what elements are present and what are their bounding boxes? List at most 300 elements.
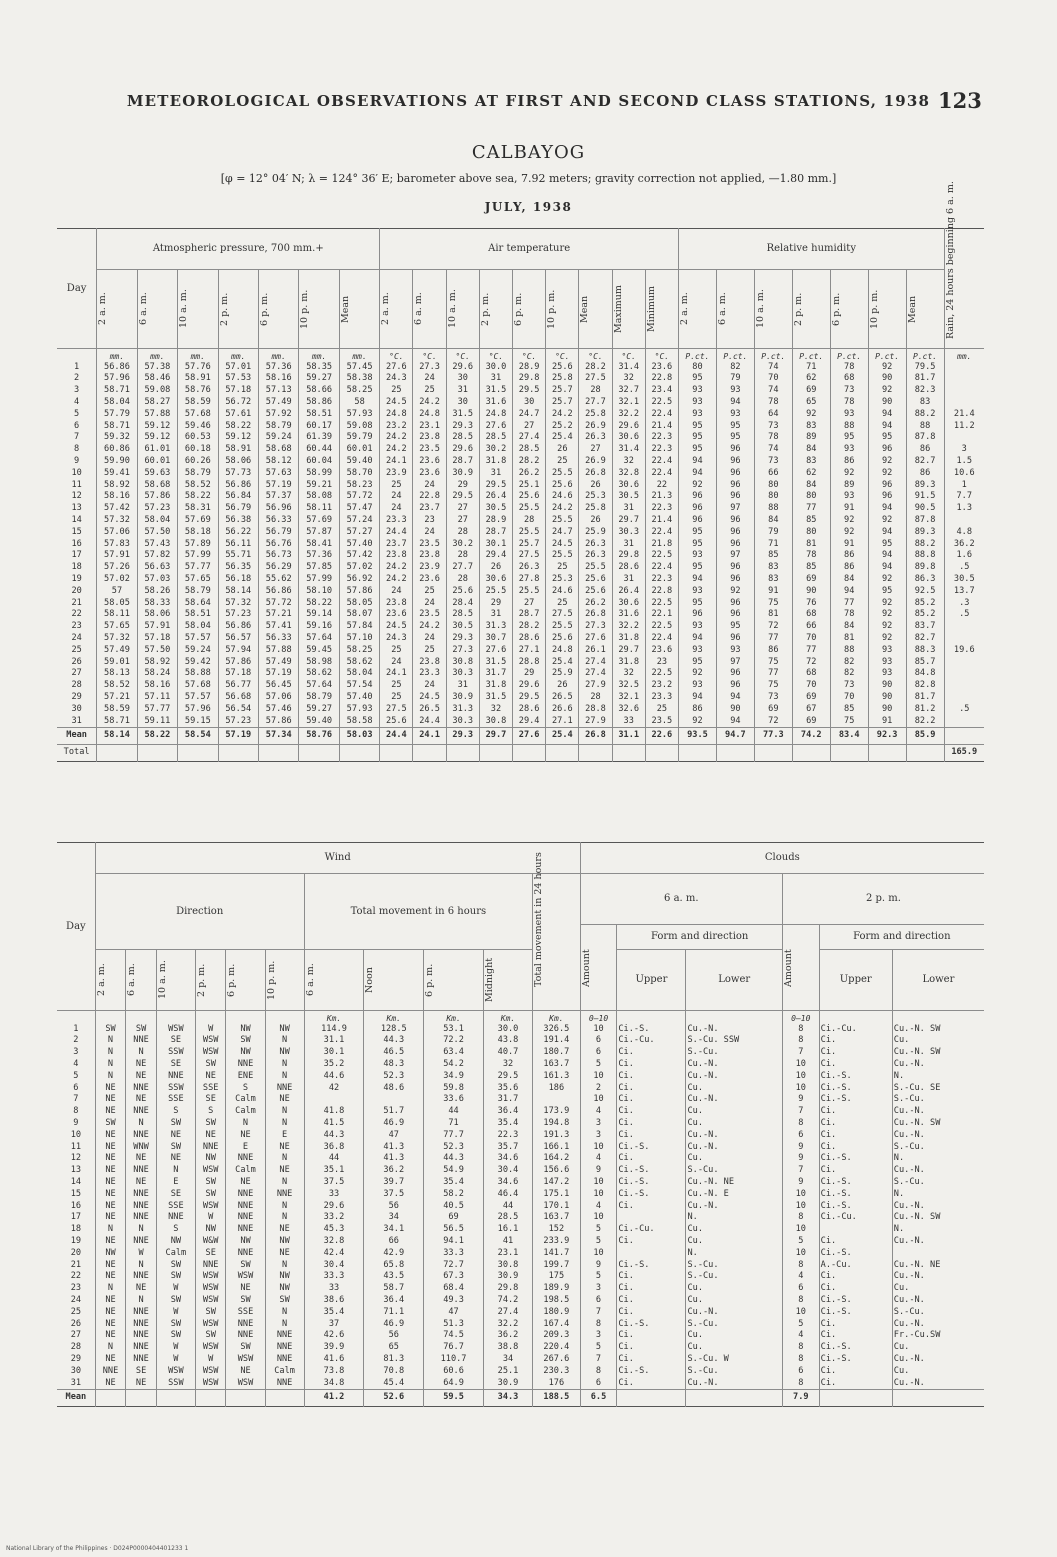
unit-cell: °C. bbox=[479, 349, 512, 362]
value-cell: SW bbox=[156, 1318, 195, 1330]
value-cell: WSW bbox=[195, 1342, 226, 1354]
value-cell: 56.68 bbox=[218, 691, 258, 703]
table-row bbox=[57, 1283, 984, 1295]
value-cell: 92 bbox=[868, 385, 906, 397]
value-cell: 59.8 bbox=[424, 1082, 484, 1094]
wind-clouds-table bbox=[57, 842, 984, 1407]
value-cell: 95 bbox=[868, 432, 906, 444]
value-cell: 41.5 bbox=[304, 1117, 364, 1129]
value-cell: SSE bbox=[156, 1200, 195, 1212]
value-cell: Ci. bbox=[819, 1330, 892, 1342]
pressure-col-header bbox=[178, 270, 218, 349]
value-cell: 2 bbox=[580, 1082, 617, 1094]
value-cell: 30.0 bbox=[479, 361, 512, 373]
value-cell: 23.6 bbox=[645, 644, 678, 656]
value-cell: NW bbox=[265, 1271, 304, 1283]
value-cell: 93 bbox=[678, 550, 716, 562]
temp-col-header bbox=[579, 270, 612, 349]
value-cell: 34.9 bbox=[424, 1070, 484, 1082]
value-cell: 28 bbox=[446, 550, 479, 562]
value-cell: 40.5 bbox=[424, 1200, 484, 1212]
value-cell: 78 bbox=[830, 361, 868, 373]
value-cell: 44 bbox=[483, 1200, 532, 1212]
table-row bbox=[57, 1129, 984, 1141]
value-cell: 24 bbox=[413, 597, 446, 609]
value-cell: 191.4 bbox=[533, 1035, 581, 1047]
value-cell: 57.77 bbox=[137, 703, 177, 715]
value-cell: 25 bbox=[645, 703, 678, 715]
value-cell: 25.5 bbox=[546, 514, 579, 526]
value-cell: S.-Cu. bbox=[686, 1318, 782, 1330]
table-row bbox=[57, 1259, 984, 1271]
value-cell: NE bbox=[226, 1176, 265, 1188]
value-cell: 57.84 bbox=[339, 621, 379, 633]
value-cell: Ci.-S. bbox=[819, 1082, 892, 1094]
table-row bbox=[57, 1070, 984, 1082]
value-cell: 22.5 bbox=[645, 597, 678, 609]
value-cell: 94 bbox=[868, 408, 906, 420]
value-cell: 23.6 bbox=[380, 609, 413, 621]
value-cell: 77 bbox=[792, 644, 830, 656]
value-cell: 57.72 bbox=[339, 491, 379, 503]
value-cell bbox=[944, 514, 984, 526]
value-cell: 94 bbox=[868, 562, 906, 574]
value-cell: 57.49 bbox=[258, 396, 298, 408]
value-cell: SSE bbox=[226, 1306, 265, 1318]
day-cell: 16 bbox=[71, 538, 82, 549]
value-cell: WSW bbox=[195, 1377, 226, 1389]
value-cell: 41.3 bbox=[364, 1153, 424, 1165]
value-cell: 23.3 bbox=[413, 668, 446, 680]
table-row bbox=[57, 361, 984, 373]
value-cell: SE bbox=[156, 1188, 195, 1200]
value-cell: 43.5 bbox=[364, 1271, 424, 1283]
value-cell: 77 bbox=[792, 503, 830, 515]
table-row bbox=[57, 550, 984, 562]
value-cell: 83.7 bbox=[906, 621, 944, 633]
value-cell: 69 bbox=[792, 715, 830, 727]
value-cell: Ci. bbox=[819, 1106, 892, 1118]
value-cell: 57.26 bbox=[97, 562, 137, 574]
day-cell: 31 bbox=[71, 715, 82, 726]
value-cell: 95 bbox=[716, 432, 754, 444]
value-cell: 27.7 bbox=[579, 396, 612, 408]
pressure-col-header bbox=[218, 270, 258, 349]
value-cell: 59.40 bbox=[299, 715, 339, 727]
value-cell: 78 bbox=[792, 550, 830, 562]
mean-cell: 92.3 bbox=[868, 727, 906, 744]
value-cell: 25 bbox=[380, 385, 413, 397]
day-cell: 14 bbox=[71, 514, 82, 525]
temp-col-header bbox=[413, 270, 446, 349]
value-cell: 93 bbox=[678, 621, 716, 633]
value-cell: 95 bbox=[678, 562, 716, 574]
value-cell: 92 bbox=[678, 479, 716, 491]
table-row bbox=[57, 526, 984, 538]
value-cell: 25.5 bbox=[546, 467, 579, 479]
value-cell: 10 bbox=[782, 1082, 819, 1094]
value-cell: 84 bbox=[754, 514, 792, 526]
value-cell: 70 bbox=[754, 373, 792, 385]
value-cell: .5 bbox=[944, 609, 984, 621]
humidity-col-header bbox=[792, 270, 830, 349]
value-cell: 24 bbox=[380, 503, 413, 515]
value-cell: 59.42 bbox=[178, 656, 218, 668]
mean-cell: 58.22 bbox=[137, 727, 177, 744]
value-cell: 57.46 bbox=[258, 703, 298, 715]
value-cell: 24 bbox=[413, 479, 446, 491]
value-cell: 57.64 bbox=[299, 680, 339, 692]
value-cell: 194.8 bbox=[533, 1117, 581, 1129]
day-cell: 30 bbox=[71, 703, 82, 714]
unit-cell: P.ct. bbox=[716, 349, 754, 362]
value-cell: 30.3 bbox=[446, 668, 479, 680]
value-cell: 57.13 bbox=[258, 385, 298, 397]
value-cell: N bbox=[265, 1259, 304, 1271]
value-cell: 24 bbox=[380, 585, 413, 597]
value-cell: Ci. bbox=[617, 1070, 686, 1082]
value-cell: 7 bbox=[782, 1047, 819, 1059]
unit-cell: P.ct. bbox=[754, 349, 792, 362]
value-cell: 24.2 bbox=[380, 573, 413, 585]
value-cell: 65.8 bbox=[364, 1259, 424, 1271]
value-cell: NE bbox=[95, 1318, 126, 1330]
value-cell: 80 bbox=[792, 526, 830, 538]
value-cell: Cu.-N. SW bbox=[892, 1023, 984, 1035]
value-cell: Cu. bbox=[686, 1330, 782, 1342]
value-cell: 93 bbox=[678, 680, 716, 692]
day-cell: 12 bbox=[70, 1153, 82, 1164]
value-cell: 28.2 bbox=[579, 361, 612, 373]
table-row bbox=[57, 668, 984, 680]
value-cell: 30.5 bbox=[446, 621, 479, 633]
value-cell: 69 bbox=[792, 573, 830, 585]
value-cell: Ci. bbox=[617, 1117, 686, 1129]
total-cell bbox=[716, 744, 754, 761]
value-cell: 33 bbox=[612, 715, 645, 727]
unit-cell: mm. bbox=[944, 349, 984, 362]
value-cell: 60.17 bbox=[299, 420, 339, 432]
value-cell: Ci. bbox=[819, 1117, 892, 1129]
value-cell: 31.1 bbox=[304, 1035, 364, 1047]
value-cell: Ci. bbox=[617, 1047, 686, 1059]
value-cell: 4 bbox=[580, 1200, 617, 1212]
value-cell: 27.4 bbox=[579, 668, 612, 680]
value-cell: 23 bbox=[413, 514, 446, 526]
value-cell: Ci.-S. bbox=[819, 1070, 892, 1082]
value-cell: 25.5 bbox=[513, 503, 546, 515]
value-cell: Ci.-S. bbox=[819, 1188, 892, 1200]
temp-col-header bbox=[645, 270, 678, 349]
table-row bbox=[57, 432, 984, 444]
value-cell: 96 bbox=[716, 573, 754, 585]
value-cell: 27 bbox=[446, 514, 479, 526]
day-cell: 4 bbox=[73, 1058, 79, 1069]
value-cell: 24 bbox=[380, 491, 413, 503]
value-cell: W bbox=[195, 1353, 226, 1365]
value-cell: N bbox=[126, 1047, 157, 1059]
value-cell: 32 bbox=[612, 373, 645, 385]
mean-cell: 57.19 bbox=[218, 727, 258, 744]
value-cell: 21.3 bbox=[645, 491, 678, 503]
value-cell: 30.8 bbox=[479, 715, 512, 727]
value-cell: 57.61 bbox=[218, 408, 258, 420]
value-cell: 69 bbox=[792, 385, 830, 397]
value-cell: 26.8 bbox=[579, 609, 612, 621]
total-cell bbox=[792, 744, 830, 761]
form-2pm-header: Form and direction bbox=[819, 925, 984, 950]
value-cell: 96 bbox=[716, 668, 754, 680]
mean-cell bbox=[944, 727, 984, 744]
value-cell: 57.24 bbox=[339, 514, 379, 526]
value-cell: 57.41 bbox=[258, 621, 298, 633]
value-cell: NNE bbox=[156, 1212, 195, 1224]
value-cell: 95 bbox=[678, 538, 716, 550]
value-cell: 22.3 bbox=[483, 1129, 532, 1141]
table-row bbox=[57, 715, 984, 727]
value-cell: 85.2 bbox=[906, 597, 944, 609]
total-cell bbox=[479, 744, 512, 761]
value-cell: W bbox=[156, 1306, 195, 1318]
total-cell bbox=[513, 744, 546, 761]
pressure-col-label: 10 a. m. bbox=[178, 289, 190, 329]
value-cell: Cu.-N. bbox=[686, 1377, 782, 1389]
pressure-col-header bbox=[258, 270, 298, 349]
value-cell: SW bbox=[195, 1330, 226, 1342]
humidity-header: Relative humidity bbox=[678, 229, 944, 270]
unit-cell: mm. bbox=[299, 349, 339, 362]
table-row bbox=[57, 1106, 984, 1118]
temp-col-label: 10 a. m. bbox=[446, 289, 458, 329]
value-cell: 89.3 bbox=[906, 526, 944, 538]
value-cell: 41.3 bbox=[364, 1141, 424, 1153]
value-cell: NE bbox=[95, 1212, 126, 1224]
value-cell: 30 bbox=[513, 396, 546, 408]
value-cell: 10 bbox=[782, 1224, 819, 1236]
value-cell: 94 bbox=[716, 715, 754, 727]
mean-cell bbox=[686, 1389, 782, 1406]
value-cell: 8 bbox=[782, 1353, 819, 1365]
value-cell: 57.19 bbox=[258, 668, 298, 680]
value-cell: 31.3 bbox=[446, 703, 479, 715]
table-row bbox=[57, 1094, 984, 1106]
day-cell: 2 bbox=[74, 373, 80, 384]
value-cell: 57.93 bbox=[339, 703, 379, 715]
pressure-col-label: 2 p. m. bbox=[218, 292, 230, 326]
value-cell: 25 bbox=[546, 597, 579, 609]
value-cell: 35.2 bbox=[304, 1058, 364, 1070]
value-cell: NNE bbox=[126, 1188, 157, 1200]
form-6am-header: Form and direction bbox=[617, 925, 783, 950]
value-cell: 75 bbox=[754, 597, 792, 609]
value-cell: 86 bbox=[830, 550, 868, 562]
mean-label: Mean bbox=[57, 727, 97, 744]
value-cell: 57.89 bbox=[178, 538, 218, 550]
unit-cell: P.ct. bbox=[906, 349, 944, 362]
value-cell: 89 bbox=[830, 479, 868, 491]
day-cell: 17 bbox=[70, 1212, 82, 1223]
value-cell: 83 bbox=[906, 396, 944, 408]
value-cell: 24.5 bbox=[380, 396, 413, 408]
day-cell: 25 bbox=[70, 1306, 82, 1317]
value-cell: 3 bbox=[580, 1283, 617, 1295]
value-cell: NE bbox=[95, 1377, 126, 1389]
day-cell: 3 bbox=[73, 1047, 79, 1058]
value-cell: 220.4 bbox=[533, 1342, 581, 1354]
table-row bbox=[57, 385, 984, 397]
table-row bbox=[57, 1330, 984, 1342]
value-cell: 26.5 bbox=[413, 703, 446, 715]
value-cell: 87.8 bbox=[906, 432, 944, 444]
humidity-col-header bbox=[678, 270, 716, 349]
value-cell: 27.5 bbox=[380, 703, 413, 715]
value-cell: 67.3 bbox=[424, 1271, 484, 1283]
value-cell: 58.07 bbox=[339, 609, 379, 621]
value-cell: 82.7 bbox=[906, 455, 944, 467]
value-cell: 24.5 bbox=[546, 538, 579, 550]
value-cell: 28 bbox=[579, 691, 612, 703]
value-cell: 32.6 bbox=[612, 703, 645, 715]
total-cell bbox=[446, 744, 479, 761]
value-cell: 62 bbox=[792, 467, 830, 479]
value-cell: 88 bbox=[830, 644, 868, 656]
value-cell: Calm bbox=[226, 1094, 265, 1106]
value-cell: NE bbox=[265, 1224, 304, 1236]
value-cell: 58.04 bbox=[137, 514, 177, 526]
value-cell: 30.9 bbox=[446, 467, 479, 479]
day-cell: 17 bbox=[71, 550, 82, 561]
value-cell: 70 bbox=[792, 632, 830, 644]
value-cell: 23.9 bbox=[413, 562, 446, 574]
value-cell: 26.3 bbox=[579, 550, 612, 562]
value-cell: 56.63 bbox=[137, 562, 177, 574]
value-cell: 93 bbox=[830, 444, 868, 456]
value-cell bbox=[944, 396, 984, 408]
day-cell: 19 bbox=[70, 1235, 82, 1246]
value-cell: SW bbox=[195, 1306, 226, 1318]
value-cell: 24.8 bbox=[479, 408, 512, 420]
value-cell: 141.7 bbox=[533, 1247, 581, 1259]
value-cell: 91.5 bbox=[906, 491, 944, 503]
value-cell: 95 bbox=[830, 432, 868, 444]
value-cell: 58.52 bbox=[178, 479, 218, 491]
value-cell: Cu.-N. bbox=[892, 1106, 984, 1118]
day-cell: 5 bbox=[73, 1070, 79, 1081]
value-cell bbox=[617, 1247, 686, 1259]
value-cell: NE bbox=[226, 1129, 265, 1141]
day-cell: 14 bbox=[70, 1176, 82, 1187]
value-cell: Ci. bbox=[617, 1377, 686, 1389]
value-cell: 69 bbox=[424, 1212, 484, 1224]
day-cell: 2 bbox=[73, 1035, 79, 1046]
value-cell: 76 bbox=[792, 597, 830, 609]
value-cell: Cu.-N. bbox=[892, 1377, 984, 1389]
value-cell: S.-Cu. W bbox=[686, 1353, 782, 1365]
value-cell: 31.8 bbox=[479, 455, 512, 467]
value-cell: 31.7 bbox=[483, 1094, 532, 1106]
value-cell: 31.5 bbox=[479, 656, 512, 668]
clouds-header: Clouds bbox=[580, 843, 984, 874]
value-cell: 26.2 bbox=[579, 597, 612, 609]
value-cell: 56.57 bbox=[218, 632, 258, 644]
value-cell: NE bbox=[265, 1165, 304, 1177]
value-cell: 96 bbox=[678, 491, 716, 503]
value-cell: 58.04 bbox=[178, 621, 218, 633]
value-cell: 31.8 bbox=[479, 680, 512, 692]
day-cell: 1 bbox=[74, 361, 80, 372]
value-cell: NNE bbox=[226, 1330, 265, 1342]
value-cell: 58.92 bbox=[137, 656, 177, 668]
value-cell: NNE bbox=[126, 1165, 157, 1177]
value-cell: SW bbox=[95, 1023, 126, 1035]
value-cell: 27.9 bbox=[579, 680, 612, 692]
value-cell: 57.53 bbox=[218, 373, 258, 385]
table-row bbox=[57, 1271, 984, 1283]
value-cell: Cu. bbox=[686, 1117, 782, 1129]
value-cell: 68 bbox=[792, 609, 830, 621]
value-cell: 57.86 bbox=[218, 656, 258, 668]
value-cell: Cu. bbox=[892, 1342, 984, 1354]
value-cell bbox=[944, 432, 984, 444]
value-cell: 180.7 bbox=[533, 1047, 581, 1059]
unit-cell: 0–10 bbox=[580, 1011, 617, 1024]
value-cell: Cu. bbox=[686, 1153, 782, 1165]
value-cell: 35.4 bbox=[424, 1176, 484, 1188]
value-cell: NE bbox=[95, 1259, 126, 1271]
mean-cell: 41.2 bbox=[304, 1389, 364, 1406]
unit-cell: P.ct. bbox=[678, 349, 716, 362]
value-cell: Ci. bbox=[819, 1365, 892, 1377]
value-cell: 96 bbox=[868, 444, 906, 456]
value-cell: 24.3 bbox=[380, 373, 413, 385]
value-cell: 73 bbox=[754, 455, 792, 467]
value-cell: 83 bbox=[754, 562, 792, 574]
value-cell: 189.9 bbox=[533, 1283, 581, 1295]
value-cell: 57.63 bbox=[258, 467, 298, 479]
value-cell: 23.6 bbox=[413, 573, 446, 585]
value-cell: 90 bbox=[868, 680, 906, 692]
value-cell: NE bbox=[95, 1094, 126, 1106]
value-cell: 85.2 bbox=[906, 609, 944, 621]
value-cell: Cu.-N. bbox=[892, 1200, 984, 1212]
value-cell: NE bbox=[126, 1283, 157, 1295]
value-cell: WSW bbox=[156, 1365, 195, 1377]
value-cell: 23.8 bbox=[413, 432, 446, 444]
value-cell: 57.96 bbox=[97, 373, 137, 385]
value-cell: 44.3 bbox=[364, 1035, 424, 1047]
value-cell: SW bbox=[156, 1294, 195, 1306]
value-cell: SW bbox=[156, 1141, 195, 1153]
table-row bbox=[57, 585, 984, 597]
value-cell: 29.4 bbox=[513, 715, 546, 727]
value-cell: 57.92 bbox=[258, 408, 298, 420]
mean-cell: 59.5 bbox=[424, 1389, 484, 1406]
value-cell: 38.6 bbox=[304, 1294, 364, 1306]
value-cell: 8 bbox=[782, 1342, 819, 1354]
total-cell bbox=[645, 744, 678, 761]
value-cell: 72 bbox=[754, 715, 792, 727]
day-cell: 9 bbox=[73, 1117, 79, 1128]
direction-col-header bbox=[226, 950, 265, 1011]
value-cell: 96 bbox=[716, 562, 754, 574]
value-cell: 25.7 bbox=[546, 396, 579, 408]
value-cell: 46.9 bbox=[364, 1318, 424, 1330]
value-cell: 24.2 bbox=[546, 503, 579, 515]
value-cell: SW bbox=[195, 1188, 226, 1200]
value-cell: S.-Cu. bbox=[686, 1047, 782, 1059]
total-cell bbox=[612, 744, 645, 761]
value-cell: 23.5 bbox=[413, 444, 446, 456]
